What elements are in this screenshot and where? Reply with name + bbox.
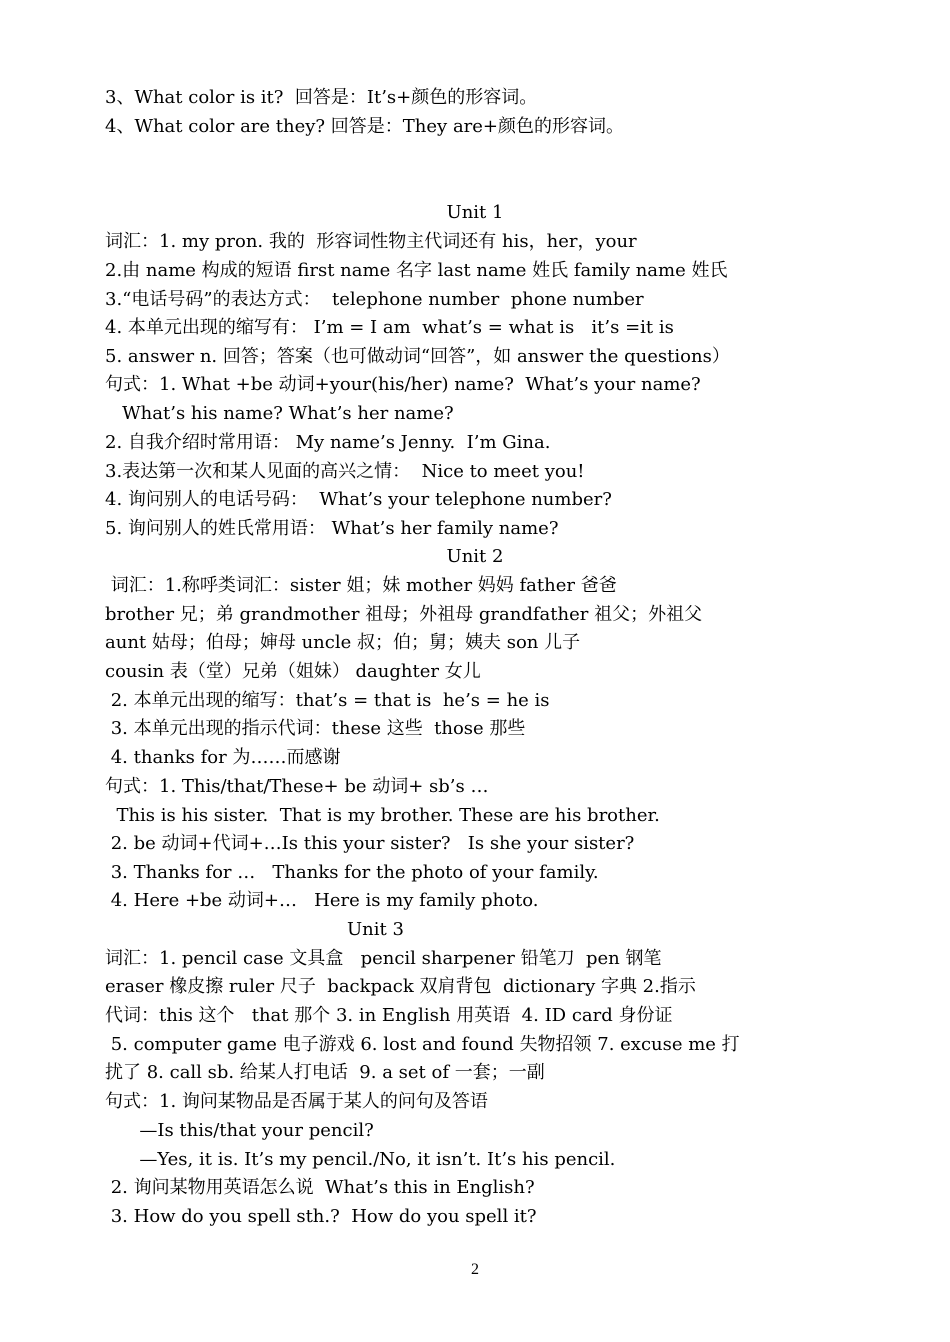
intro-line-1: 3、What color is it? 回答是：It’s+颜色的形容词。 bbox=[105, 87, 538, 108]
unit-1-line: 词汇：1. my pron. 我的 形容词性物主代词还有 his，her，your bbox=[105, 231, 637, 252]
unit-2-line: 句式：1. This/that/These+ be 动词+ sb’s … bbox=[105, 776, 489, 797]
unit-1-line: 3.“电话号码”的表达方式： telephone number phone number bbox=[105, 289, 644, 310]
unit-3-line: —Is this/that your pencil? bbox=[105, 1120, 374, 1141]
unit-1-line: 4. 询问别人的电话号码： What’s your telephone number? bbox=[105, 489, 612, 510]
unit-3-line: —Yes, it is. It’s my pencil./No, it isn’t. It’s his pencil. bbox=[105, 1149, 616, 1170]
unit-1-line: 5. answer n. 回答；答案（也可做动词“回答”，如 answer the questions） bbox=[105, 346, 730, 367]
unit-3-heading: Unit 3 bbox=[347, 919, 404, 940]
intro-line-2: 4、What color are they? 回答是：They are+颜色的形容词。 bbox=[105, 116, 625, 137]
unit-3-line: 3. How do you spell sth.? How do you spell it? bbox=[105, 1206, 537, 1227]
unit-3-line: eraser 橡皮擦 ruler 尺子 backpack 双肩背包 dictionary 字典 2.指示 bbox=[105, 976, 696, 997]
unit-1-heading: Unit 1 bbox=[446, 202, 504, 223]
unit-1-line: 3.表达第一次和某人见面的高兴之情： Nice to meet you! bbox=[105, 461, 585, 482]
unit-1-line: 2. 自我介绍时常用语： My name’s Jenny. I’m Gina. bbox=[105, 432, 551, 453]
unit-2-line: aunt 姑母；伯母；婶母 uncle 叔；伯；舅；姨夫 son 儿子 bbox=[105, 632, 581, 653]
unit-2-line: This is his sister. That is my brother. These are his brother. bbox=[105, 805, 660, 826]
unit-1-line: 2.由 name 构成的短语 first name 名字 last name 姓氏 family name 姓氏 bbox=[105, 260, 728, 281]
unit-2-line: 2. 本单元出现的缩写：that’s = that is he’s = he is bbox=[105, 690, 550, 711]
unit-2-line: 4. Here +be 动词+… Here is my family photo. bbox=[105, 890, 539, 911]
unit-3-line: 句式：1. 询问某物品是否属于某人的问句及答语 bbox=[105, 1091, 488, 1112]
unit-3-line: 代词：this 这个 that 那个 3. in English 用英语 4. ID card 身份证 bbox=[105, 1005, 673, 1026]
unit-3-line: 词汇：1. pencil case 文具盒 pencil sharpener 铅笔刀 pen 钢笔 bbox=[105, 948, 662, 969]
unit-2-line: 3. 本单元出现的指示代词：these 这些 those 那些 bbox=[105, 718, 526, 739]
unit-2-line: 4. thanks for 为……而感谢 bbox=[105, 747, 341, 768]
unit-1-line: 句式：1. What +be 动词+your(his/her) name? What’s your name? bbox=[105, 374, 701, 395]
unit-1-line: 5. 询问别人的姓氏常用语： What’s her family name? bbox=[105, 518, 559, 539]
unit-2-line: cousin 表（堂）兄弟（姐妹） daughter 女儿 bbox=[105, 661, 481, 682]
unit-3-line: 扰了 8. call sb. 给某人打电话 9. a set of 一套；一副 bbox=[105, 1062, 545, 1083]
unit-2-heading: Unit 2 bbox=[446, 546, 504, 567]
unit-3-line: 2. 询问某物用英语怎么说 What’s this in English? bbox=[105, 1177, 535, 1198]
page-number: 2 bbox=[471, 1261, 479, 1278]
unit-2-line: 2. be 动词+代词+…Is this your sister? Is she your sister? bbox=[105, 833, 635, 854]
unit-2-line: brother 兄；弟 grandmother 祖母；外祖母 grandfather 祖父；外祖父 bbox=[105, 604, 703, 625]
unit-2-line: 词汇：1.称呼类词汇：sister 姐；妹 mother 妈妈 father 爸爸 bbox=[105, 575, 617, 596]
unit-1-line: What’s his name? What’s her name? bbox=[105, 403, 454, 424]
unit-1-line: 4. 本单元出现的缩写有： I’m = I am what’s = what is it’s =it is bbox=[105, 317, 674, 338]
unit-2-line: 3. Thanks for … Thanks for the photo of your family. bbox=[105, 862, 599, 883]
unit-3-line: 5. computer game 电子游戏 6. lost and found 失物招领 7. excuse me 打 bbox=[105, 1034, 740, 1055]
